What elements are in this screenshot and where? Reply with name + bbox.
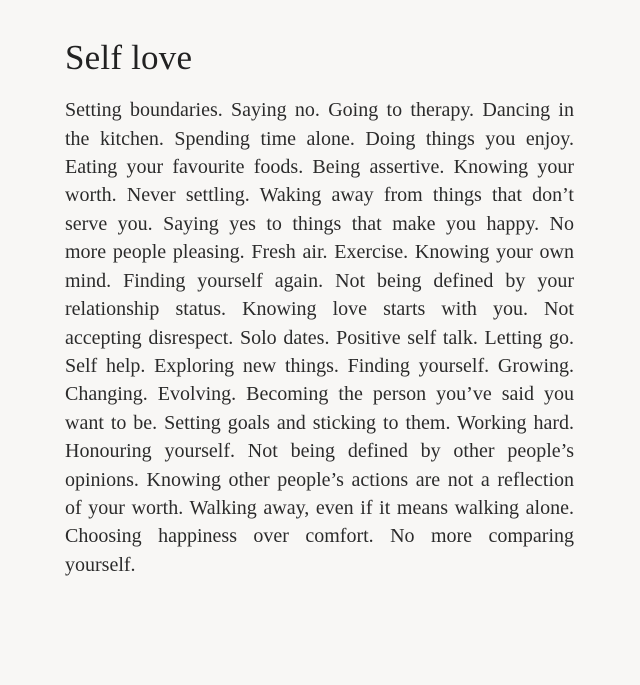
page-title: Self love: [65, 38, 193, 77]
body-text: Setting boundaries. Saying no. Going to therapy. Dancing in the kitchen. Spending time alone. Doing things you enjoy. Eating your favourite foods. Being assertive. Knowing your worth. Never settling. Waking away from things that don’t serve you. Saying yes to things that make you happy. No more people pleasing. Fresh air. Exercise. Knowing your own mind. Finding yourself again. Not being defined by your relationship status. Knowing love starts with you. Not accepting disrespect. Solo dates. Positive self talk. Letting go. Self help. Exploring new things. Finding yourself. Growing. Changing. Evolving. Becoming the person you’ve said you want to be. Setting goals and sticking to them. Working hard. Honouring yourself. Not being defined by other people’s opinions. Knowing other people’s actions are not a reflection of your worth. Walking away, even if it means walking alone. Choosing happiness over comfort. No more comparing yourself.: [65, 99, 574, 576]
